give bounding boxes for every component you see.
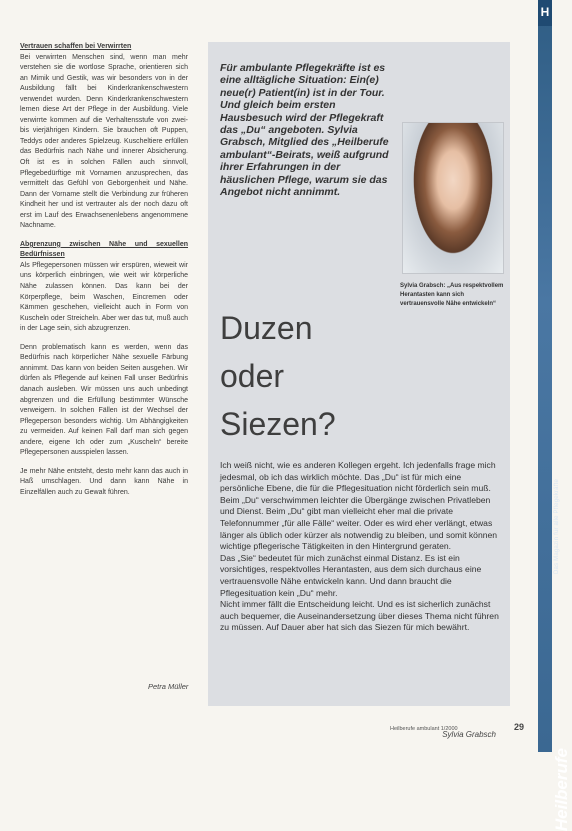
title-line: Siezen? — [220, 406, 336, 442]
photo-caption: Sylvia Grabsch: „Aus respektvollem Herantasten kann sich vertrauensvolle Nähe entwickeln“ — [400, 283, 504, 307]
article-body — [220, 460, 504, 634]
author-signature-right: Sylvia Grabsch — [442, 730, 496, 739]
intro-text: Für ambulante Pflegekräfte ist es eine alltägliche Situation: Ein(e) neue(r) Patient(in) ist in der Tour. Und gleich beim ersten Hausbesuch wird der Pflegekraft das „Du“ angeboten. Sylvia Grabsch, Mitglied des „Heilberufe ambulant“-Beirats, weiß aufgrund ihrer Erfahrungen in der häuslichen Pflege, warum sie das Angebot nicht annimmt. — [220, 62, 389, 199]
corner-tab: H — [538, 0, 552, 26]
body-paragraph: Nicht immer fällt die Entscheidung leicht. Und es ist sicherlich zunächst auch bequemer, die Auseinandersetzung über dieses Thema nicht führen zu müssen. Auf Dauer aber hat sich das Siezen für mich bewährt. — [220, 599, 499, 633]
side-strip — [538, 0, 552, 752]
section2-heading: Abgrenzung zwischen Nähe und sexuellen Bedürfnissen — [20, 240, 188, 259]
left-column — [20, 42, 188, 506]
section2-paragraph2: Denn problematisch kann es werden, wenn das Bedürfnis nach körperlicher Nähe sexuelle Färbung annimmt. Das kann von beiden Seiten ausgehen. Wir dürfen als Pflegende auf keinen Fall unser Bedürfnis danach ausleben. Wir müssen uns auch unbedingt abgrenzen und die Erfüllung bestimmter Wünsche verweigern. In solchen Fällen ist der Wechsel der Pflegeperson besonders wichtig. Um Abhängigkeiten zu vermeiden. Auf keinen Fall darf man sich gegen andere, eigene Ich oder zum „Kuscheln“ bereite Pflegepersonen ausspielen lassen. — [20, 343, 188, 457]
section2-paragraph3: Je mehr Nähe entsteht, desto mehr kann das auch in Haß umschlagen. Und dann kann Nähe in Einzelfällen auch zu Gewalt führen. — [20, 467, 188, 496]
strip-tagline: Das Magazin für alle Pflegekräfte — [554, 479, 560, 574]
section2-paragraph1: Als Pflegepersonen müssen wir erspüren, wieweit wir uns körperlich einbringen, wie weit wir körperliche Nähe zulassen können. Das kann bei der Körperpflege, beim Waschen, Eincremen oder Kämmen geschehen, vielleicht auch in Form von Kuscheln oder Streicheln. Aber wer das tut, muß auch in der Lage sein, sich abzugrenzen. — [20, 261, 188, 333]
author-photo — [402, 122, 504, 274]
strip-brand: Heilberufe — [552, 748, 571, 831]
section1-heading: Vertrauen schaffen bei Verwirrten — [20, 43, 132, 50]
footer-source: Heilberufe ambulant 1/2000 — [390, 726, 458, 732]
author-signature-left: Petra Müller — [148, 682, 189, 691]
title-line: Duzen — [220, 310, 313, 346]
title-line: oder — [220, 358, 285, 394]
article-title — [220, 304, 400, 448]
section1-paragraph: Bei verwirrten Menschen sind, wenn man mehr verstehen sie die wortlose Sprache, orientieren sich an Mimik und Gestik, was wir besonders von in der Ausbildung fällt bei Kinderkrankenschwestern verwendet wurden. Denn Kinderkrankenschwestern lernen diese Art der Pflege in der Ausbildung. Viele verwirrte kommen auf die Verhaltensstufe von zwei- bis vierjährigen Kindern. Sie brauchen oft Puppen, Teddys oder anderes Spielzeug. Kuscheltiere erfüllen das Bedürfnis nach Nähe und innerer Absicherung. Oft ist es in solchen Fällen auch sinnvoll, Pflegebedürftige mit Vornamen anzusprechen, das vermittelt das Gefühl von Geborgenheit und Nähe. Dann der Vorname stellt die Verbindung zur früheren Kindheit her und ist vertrauter als der noch dazu oft erst im Lauf des Erwachsenenlebens angenommene Nachname. — [20, 53, 188, 230]
body-paragraph: Ich weiß nicht, wie es anderen Kollegen ergeht. Ich jedenfalls frage mich jedesmal, ob ich das wirklich möchte. Das „Du“ ist für mich eine persönliche Ebene, die für die Pflegesituation nicht förderlich sein muß. Beim „Du“ verschwimmen leichter die Übergänge zwischen Privatleben und Dienst. Beim „Du“ gibt man vielleicht eher mal die private Telefonnummer „für alle Fälle“ weiter. Oder es wird eher verlängt, etwas länger als üblich oder kürzer als notwendig zu bleiben, und somit können wichtige pflegerische Tätigkeiten in den Hintergrund geraten. — [220, 460, 498, 552]
body-paragraph: Das „Sie“ bedeutet für mich zunächst einmal Distanz. Es ist ein vorsichtiges, respektvolles Herantasten, aus dem sich durchaus eine vertrauensvolle Nähe entwickeln kann. Und dann braucht die Pflegesituation kein „Du“ mehr. — [220, 552, 482, 598]
page-number: 29 — [514, 722, 525, 732]
